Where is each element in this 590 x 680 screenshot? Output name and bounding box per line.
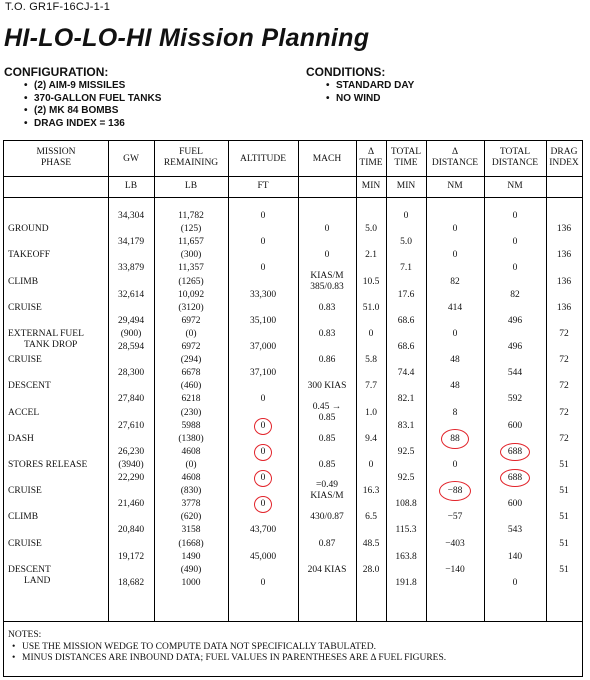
state-alt: 0 [260,499,266,510]
mission-phase-line: STORES RELEASE [8,459,88,470]
phase-fuel: (460) [180,381,202,392]
phase-fuel: (230) [180,407,202,418]
state-fuel: 6678 [181,368,201,379]
state-gw: 28,300 [117,368,145,379]
mission-phase-line: DASH [8,433,34,444]
mission-phase-line: CLIMB [8,276,39,287]
phase-dtime: 1.0 [365,407,377,418]
state-fuel: 1490 [181,551,201,562]
phase-drag: 136 [556,302,572,313]
mach-line: 0.83 [318,302,336,313]
mission-phase-line: CLIMB [8,512,39,523]
mach-line: =0.49 [316,480,338,491]
header-line: TIME [394,158,418,168]
phase-ddist: 0 [452,328,458,339]
phase-fuel: (1265) [178,276,204,287]
state-alt: 37,000 [249,342,277,352]
state-fuel: 11,657 [178,237,204,248]
mach-line: 0.87 [318,538,336,549]
mach-line: 0.86 [318,355,336,366]
phase-ddist: 0 [452,250,458,261]
mission-phase-name [8,512,38,523]
state-ttime: 7.1 [400,263,412,274]
state-fuel: 3158 [181,525,201,536]
header-line: Δ [367,147,375,157]
state-gw: 18,682 [117,577,145,588]
mission-phase-name [8,329,84,351]
mission-phase-name [8,434,34,445]
state-gw: 26,230 [117,446,145,457]
state-fuel: 4608 [181,473,201,483]
mission-phase-line: CRUISE [8,302,42,313]
state-ttime: 68.6 [397,315,415,326]
mission-phase-line: CRUISE [8,538,42,549]
mission-phase-name [8,224,49,235]
phase-drag: 72 [559,433,569,444]
phase-mach [298,224,356,235]
notes-heading: NOTES: [8,630,42,640]
mission-phase-line: DESCENT [8,564,51,575]
phase-drag: 72 [559,328,569,339]
conditions-item: • NO WIND [326,93,414,106]
unit-ddist: NM [447,181,463,191]
phase-dtime: 9.4 [365,433,377,444]
header-line: INDEX [549,158,579,168]
state-ttime: 191.8 [395,577,417,588]
state-tdist: 140 [507,551,523,562]
state-gw: 27,840 [117,394,145,405]
phase-drag: 51 [559,538,569,549]
mach-line: 300 KIAS [307,381,347,392]
state-ttime: 163.8 [395,551,417,562]
phase-drag: 136 [556,276,572,287]
phase-fuel: (300) [180,250,202,261]
state-alt: 0 [260,394,266,405]
mach-line: 430/0.87 [310,512,344,523]
mission-phase-line: CRUISE [8,486,42,497]
state-ttime: 68.6 [397,342,415,352]
phase-mach [298,565,356,576]
unit-alt: FT [257,181,269,191]
state-gw: 28,594 [117,342,145,352]
phase-dtime: 5.8 [365,355,377,366]
mission-phase-line: EXTERNAL FUEL [8,328,84,339]
phase-fuel: (1668) [178,538,204,549]
state-gw: 34,179 [117,237,145,248]
configuration-item: • DRAG INDEX = 136 [24,118,161,131]
mach-line: 0 [324,224,330,235]
conditions-list [326,80,414,105]
phase-mach [298,329,356,340]
state-fuel: 3778 [181,499,201,510]
phase-drag: 72 [559,355,569,366]
state-tdist: 592 [507,394,523,405]
state-alt: 0 [260,577,266,588]
phase-fuel: (830) [180,486,202,497]
phase-mach [298,460,356,471]
phase-mach [298,539,356,550]
mach-line: 0.85 [318,459,336,470]
phase-ddist: 8 [452,407,458,418]
header-line: PHASE [40,158,72,168]
mach-line: 204 KIAS [307,564,347,575]
unit-ttime: MIN [396,181,416,191]
header-dtime [356,147,386,169]
mach-line: KIAS/M [310,270,344,281]
mission-phase-line: TAKEOFF [8,250,50,261]
phase-dtime: 2.1 [365,250,377,261]
state-tdist: 82 [510,289,520,300]
state-tdist: 496 [507,315,523,326]
header-line: DISTANCE [491,158,539,168]
phase-gw: (3940) [118,459,144,470]
phase-ddist: −57 [447,512,463,523]
state-gw: 34,304 [117,211,145,221]
phase-dtime: 16.3 [362,486,380,497]
phase-ddist: 0 [452,224,458,235]
state-tdist: 0 [512,577,518,588]
unit-fuel: LB [184,181,198,191]
state-gw: 32,614 [117,289,145,300]
state-tdist: 688 [507,446,523,457]
state-tdist: 688 [507,473,523,483]
conditions-heading: CONDITIONS: [306,65,386,79]
phase-drag: 51 [559,486,569,497]
state-ttime: 92.5 [397,473,415,483]
phase-ddist: 48 [450,355,460,366]
mach-line: 0.85 [318,433,336,444]
mach-line: KIAS/M [310,491,344,502]
header-line: DRAG [550,147,578,157]
state-gw: 29,494 [117,315,145,326]
phase-dtime: 5.0 [365,224,377,235]
header-drag [546,147,582,169]
phase-dtime: 0 [368,459,374,470]
configuration-item: • (2) MK 84 BOMBS [24,105,161,118]
phase-drag: 51 [559,512,569,523]
phase-fuel: (3120) [178,302,204,313]
mission-phase-line: DESCENT [8,381,51,392]
mach-line: 0 [324,250,330,261]
mission-phase-line: LAND [24,575,51,586]
state-ttime: 5.0 [400,237,412,248]
state-tdist: 0 [512,211,518,221]
phase-fuel: (125) [180,224,202,235]
header-gw [108,154,154,165]
phase-mach [298,303,356,314]
header-fuel [154,147,228,169]
mission-phase-line: GROUND [8,224,49,235]
phase-ddist: 82 [450,276,460,287]
phase-ddist: −88 [447,486,463,497]
state-ttime: 108.8 [395,499,417,510]
state-fuel: 6972 [181,315,201,326]
phase-drag: 72 [559,407,569,418]
header-phase [4,147,108,169]
state-ttime: 82.1 [397,394,415,405]
state-alt: 45,000 [249,551,277,562]
phase-gw: (900) [120,328,142,339]
state-alt: 0 [260,473,266,483]
phase-ddist: −403 [445,538,465,549]
header-line: REMAINING [163,158,219,168]
state-ttime: 92.5 [397,446,415,457]
header-line: DISTANCE [431,158,479,168]
note-item: • USE THE MISSION WEDGE TO COMPUTE DATA NOT SPECIFICALLY TABULATED. [12,642,446,654]
mission-table-frame [3,140,583,677]
state-gw: 27,610 [117,420,145,431]
conditions-item: • STANDARD DAY [326,80,414,93]
mission-phase-name [8,565,51,587]
state-tdist: 0 [512,237,518,248]
phase-mach [298,480,356,502]
state-tdist: 600 [507,420,523,431]
header-tdist [484,147,546,169]
configuration-list [24,80,161,130]
mach-line: 0.83 [318,328,336,339]
state-fuel: 10,092 [177,289,205,300]
header-alt [228,154,298,165]
state-gw: 22,290 [117,473,145,483]
header-line: Δ [451,147,459,157]
state-alt: 0 [260,420,266,431]
state-gw: 21,460 [117,499,145,510]
unit-dtime: MIN [361,181,381,191]
phase-dtime: 48.5 [362,538,380,549]
state-alt: 43,700 [249,525,277,536]
table-bottom-divider [4,621,582,622]
configuration-item: • (2) AIM-9 MISSILES [24,80,161,93]
state-ttime: 17.6 [397,289,415,300]
mission-phase-name [8,381,51,392]
mission-phase-name [8,250,50,261]
state-gw: 33,879 [117,263,145,274]
phase-fuel: (620) [180,512,202,523]
state-tdist: 600 [507,499,523,510]
phase-ddist: 414 [447,302,463,313]
state-ttime: 0 [403,211,409,221]
notes-section [8,630,446,665]
state-alt: 37,100 [249,368,277,379]
state-ttime: 83.1 [397,420,415,431]
state-gw: 20,840 [117,525,145,536]
state-alt: 0 [260,446,266,457]
phase-mach [298,512,356,523]
phase-ddist: 48 [450,381,460,392]
phase-drag: 51 [559,564,569,575]
state-fuel: 1000 [181,577,201,588]
header-line: ALTITUDE [239,154,287,164]
phase-dtime: 28.0 [362,564,380,575]
phase-fuel: (0) [185,328,197,339]
phase-ddist: 0 [452,459,458,470]
unit-tdist: NM [507,181,523,191]
state-gw: 19,172 [117,551,145,562]
phase-mach [298,381,356,392]
state-tdist: 496 [507,342,523,352]
phase-fuel: (294) [180,355,202,366]
page-title: HI-LO-LO-HI Mission Planning [4,24,370,52]
phase-fuel: (1380) [178,433,204,444]
state-alt: 33,300 [249,289,277,300]
notes-list [12,642,446,665]
state-tdist: 544 [507,368,523,379]
mission-phase-name [8,460,87,471]
units-divider [4,197,582,198]
header-mach [298,154,356,165]
state-fuel: 5988 [181,420,201,431]
mach-line: 385/0.83 [310,281,344,292]
phase-mach [298,355,356,366]
mission-phase-name [8,486,42,497]
phase-dtime: 10.5 [362,276,380,287]
mach-line: 0.85 [318,412,336,423]
state-tdist: 543 [507,525,523,536]
phase-mach [298,271,356,293]
header-line: GW [123,154,139,164]
state-ttime: 74.4 [397,368,415,379]
mission-phase-line: ACCEL [8,407,40,418]
header-line: TOTAL [390,147,422,157]
tech-order-reference: T.O. GR1F-16CJ-1-1 [5,1,111,13]
state-tdist: 0 [512,263,518,274]
state-fuel: 4608 [181,446,201,457]
note-item: • MINUS DISTANCES ARE INBOUND DATA; FUEL VALUES IN PARENTHESES ARE Δ FUEL FIGURES. [12,653,446,665]
configuration-item: • 370-GALLON FUEL TANKS [24,93,161,106]
phase-drag: 72 [559,381,569,392]
header-ttime [386,147,426,169]
phase-mach [298,250,356,261]
phase-dtime: 0 [368,328,374,339]
mission-phase-name [8,277,38,288]
phase-mach [298,434,356,445]
state-ttime: 115.3 [395,525,417,536]
phase-fuel: (0) [185,459,197,470]
phase-drag: 136 [556,224,572,235]
state-fuel: 11,357 [178,263,204,274]
phase-fuel: (490) [180,564,202,575]
state-alt: 0 [260,263,266,274]
state-fuel: 6972 [181,342,201,352]
mission-phase-name [8,539,42,550]
phase-dtime: 6.5 [365,512,377,523]
phase-ddist: −140 [445,564,465,575]
state-alt: 35,100 [249,315,277,326]
header-line: MACH [312,154,342,164]
header-divider [4,176,582,177]
state-alt: 0 [260,237,266,248]
phase-ddist: 88 [450,433,460,444]
header-line: TIME [359,158,383,168]
phase-dtime: 51.0 [362,302,380,313]
unit-gw: LB [124,181,138,191]
phase-drag: 136 [556,250,572,261]
phase-mach [298,402,356,424]
mach-line: 0.45 → [312,401,342,412]
mission-phase-name [8,355,42,366]
mission-phase-name [8,303,42,314]
mission-phase-line: CRUISE [8,355,42,366]
state-fuel: 11,782 [178,211,204,221]
mission-phase-name [8,408,39,419]
header-line: MISSION [36,147,76,157]
phase-drag: 51 [559,459,569,470]
state-fuel: 6218 [181,394,201,405]
header-line: FUEL [179,147,203,157]
header-ddist [426,147,484,169]
header-line: TOTAL [499,147,531,157]
configuration-heading: CONFIGURATION: [4,65,109,79]
state-alt: 0 [260,211,266,221]
phase-dtime: 7.7 [365,381,377,392]
mission-phase-line: TANK DROP [24,339,78,350]
